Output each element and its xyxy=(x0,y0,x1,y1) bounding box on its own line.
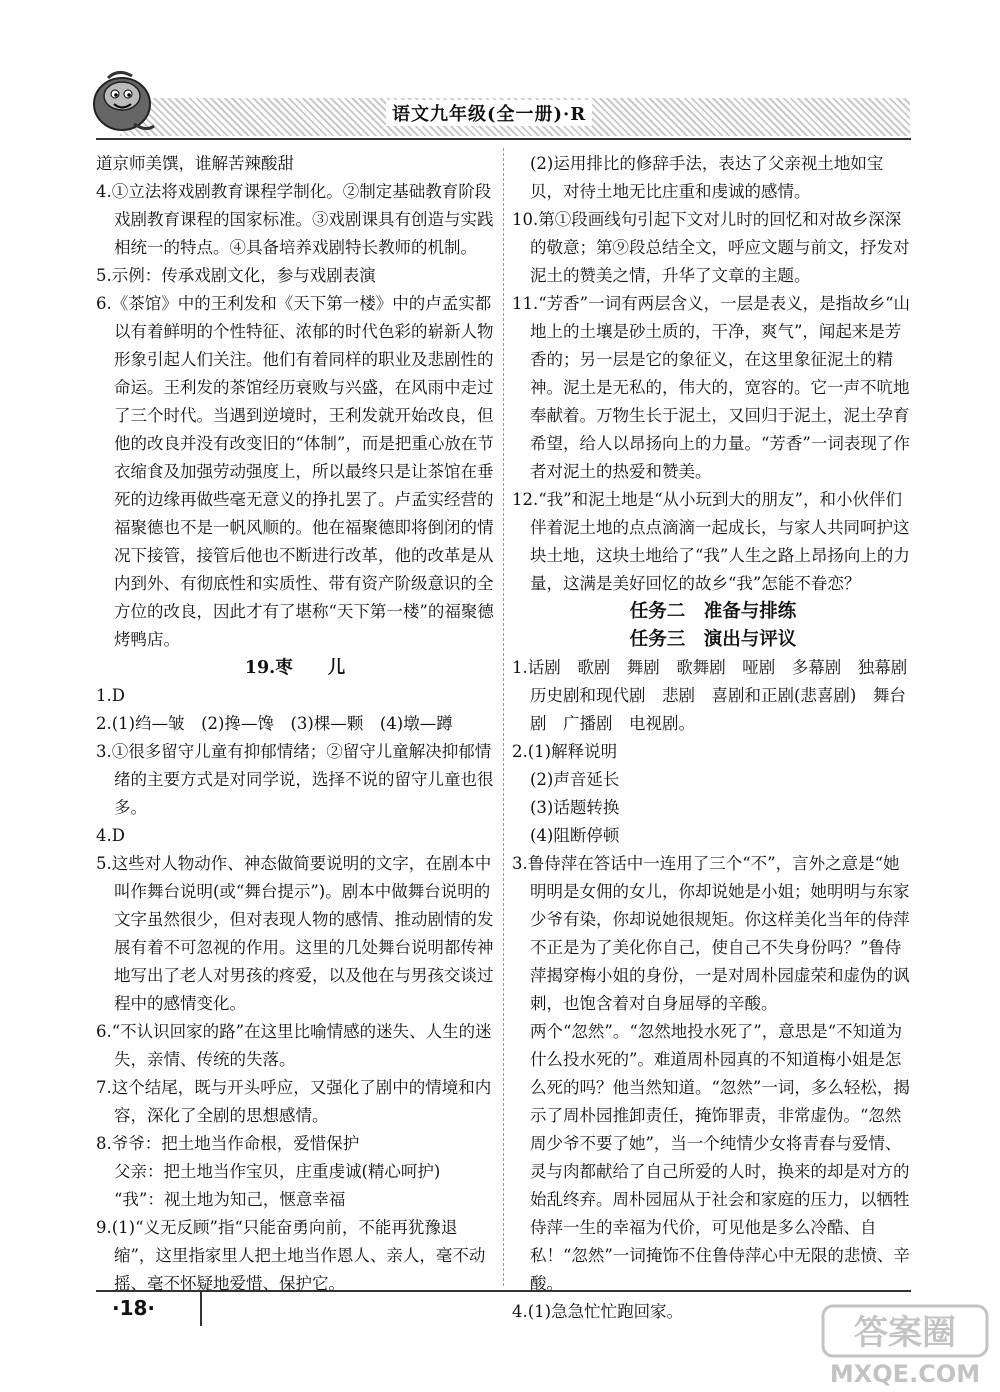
answer-paragraph: 5.这些对人物动作、神态做简要说明的文字，在剧本中叫作舞台说明(或“舞台提示”)。剧本中做舞台说明的文字虽然很少，但对表现人物的感情、推动剧情的发展有着不可忽视的作用。这里的几处舞台说明都传神地写出了老人对男孩的疼爱，以及他在与男孩交谈过程中的感情变化。 xyxy=(96,854,494,1013)
answer-paragraph: 父亲：把土地当作宝贝，庄重虔诚(精心呵护) xyxy=(114,1162,441,1181)
mascot-logo-icon xyxy=(88,66,158,138)
answer-paragraph: 4.(1)急急忙忙跑回家。 xyxy=(512,1302,684,1321)
footer-rule xyxy=(96,1290,911,1292)
answer-paragraph: 2.(1)解释说明 xyxy=(512,742,618,761)
section-heading: 19.枣 儿 xyxy=(244,658,346,678)
header-rule xyxy=(96,138,911,140)
watermark-url: MXQE.COM xyxy=(829,1360,981,1388)
answer-paragraph: 1.D xyxy=(96,686,125,705)
watermark-logo xyxy=(815,1300,995,1390)
left-column xyxy=(96,150,494,1298)
answer-paragraph: 8.爷爷：把土地当作命根，爱惜保护 xyxy=(96,1134,360,1153)
answer-paragraph: 5.示例：传承戏剧文化，参与戏剧表演 xyxy=(96,266,376,285)
answer-paragraph: 6.“不认识回家的路”在这里比喻情感的迷失、人生的迷失，亲情、传统的失落。 xyxy=(96,1022,492,1069)
answer-paragraph: (2)声音延长 xyxy=(530,770,620,789)
answer-paragraph: 11.“芳香”一词有两层含义，一层是表义，是指故乡“山地上的土壤是砂土质的，干净，爽气”，闻起来是芳香的；另一层是它的象征义，在这里象征泥土的精神。泥土是无私的，伟大的，宽容的。它一声不吭地奉献着。万物生长于泥土，又回归于泥土，泥土孕育希望，给人以昂扬向上的力量。“芳香”一词表现了作者对泥土的热爱和赞美。 xyxy=(512,294,911,481)
answer-paragraph: 7.这个结尾，既与开头呼应，又强化了剧中的情境和内容，深化了全剧的思想感情。 xyxy=(96,1078,492,1125)
answer-paragraph: 道京师美馔，谁解苦辣酸甜 xyxy=(96,154,294,173)
page-number: ·18· xyxy=(112,1296,156,1320)
section-heading: 任务二 准备与排练 xyxy=(629,601,797,622)
watermark-brand: 答案圈 xyxy=(854,1313,956,1353)
answer-paragraph: (3)话题转换 xyxy=(530,798,620,817)
answer-paragraph: (4)阻断停顿 xyxy=(530,826,620,845)
book-title: 语文九年级(全一册)·R xyxy=(386,100,592,126)
section-heading: 任务三 演出与评议 xyxy=(629,629,797,650)
answer-paragraph: (2)运用排比的修辞手法，表达了父亲视土地如宝贝，对待土地无比庄重和虔诚的感情。 xyxy=(530,154,884,201)
answer-paragraph: 两个“忽然”。“忽然地投水死了”，意思是“不知道为什么投水死的”。难道周朴园真的不知道梅小姐是怎么死的吗？他当然知道。“忽然”一词，多么轻松，揭示了周朴园推卸责任，掩饰罪责，非常虚伪。“忽然周少爷不要了她”，当一个纯情少女将青春与爱情、灵与肉都献给了自己所爱的人时，换来的却是对方的始乱终弃。周朴园屈从于社会和家庭的压力，以牺牲侍萍一生的幸福为代价，可见他是多么冷酷、自私！“忽然”一词掩饰不住鲁侍萍心中无限的悲愤、辛酸。 xyxy=(530,1022,910,1293)
answer-paragraph: 3.鲁侍萍在答话中一连用了三个“不”，言外之意是“她明明是女佣的女儿，你却说她是小姐；她明明与东家少爷有染，你却说她很规矩。你这样美化当年的侍萍不正是为了美化你自己，使自己不失身份吗？”鲁侍萍揭穿梅小姐的身份，一是对周朴园虚荣和虚伪的讽刺，也饱含着对自身屈辱的辛酸。 xyxy=(512,854,910,1013)
answer-paragraph: 12.“我”和泥土地是“从小玩到大的朋友”，和小伙伴们伴着泥土地的点点滴滴一起成长，与家人共同呵护这块土地，这块土地给了“我”人生之路上昂扬向上的力量，这满是美好回忆的故乡“我”怎能不眷恋？ xyxy=(512,490,910,593)
answer-paragraph: 6.《茶馆》中的王利发和《天下第一楼》中的卢孟实都以有着鲜明的个性特征、浓郁的时代色彩的崭新人物形象引起人们关注。他们有着同样的职业及悲剧性的命运。王利发的茶馆经历衰败与兴盛，在风雨中走过了三个时代。当遇到逆境时，王利发就开始改良，但他的改良并没有改变旧的“体制”，而是把重心放在节衣缩食及加强劳动强度上，所以最终只是让茶馆在垂死的边缘再做些毫无意义的挣扎罢了。卢孟实经营的福聚德也不是一帆风顺的。他在福聚德即将倒闭的情况下接管，接管后他也不断进行改革，他的改革是从内到外、有彻底性和实质性、带有资产阶级意识的全方位的改良，因此才有了堪称“天下第一楼”的福聚德烤鸭店。 xyxy=(96,294,494,649)
answer-paragraph: 2.(1)绉—皱 (2)搀—馋 (3)棵—颗 (4)墩—蹲 xyxy=(96,714,453,733)
answer-paragraph: 4.①立法将戏剧教育课程学制化。②制定基础教育阶段戏剧教育课程的国家标准。③戏剧课具有创造与实践相统一的特点。④具备培养戏剧特长教师的机制。 xyxy=(96,182,494,257)
answer-paragraph: 9.(1)“义无反顾”指“只能奋勇向前，不能再犹豫退缩”，这里指家里人把土地当作恩人、亲人，毫不动摇、毫不怀疑地爱惜、保护它。 xyxy=(96,1218,486,1293)
answer-paragraph: 4.D xyxy=(96,826,125,845)
column-divider xyxy=(503,148,504,1286)
footer-divider xyxy=(200,1292,202,1326)
answer-paragraph: “我”：视土地为知己，惬意幸福 xyxy=(114,1190,346,1209)
answer-paragraph: 3.①很多留守儿童有抑郁情绪；②留守儿童解决抑郁情绪的主要方式是对同学说，选择不说的留守儿童也很多。 xyxy=(96,742,494,817)
right-column xyxy=(512,150,924,1326)
answer-paragraph: 1.话剧 歌剧 舞剧 歌舞剧 哑剧 多幕剧 独幕剧 历史剧和现代剧 悲剧 喜剧和正剧(悲喜剧) 舞台剧 广播剧 电视剧。 xyxy=(512,658,924,733)
answer-paragraph: 10.第①段画线句引起下文对儿时的回忆和对故乡深深的敬意；第⑨段总结全文，呼应文题与前文，抒发对泥土的赞美之情，升华了文章的主题。 xyxy=(512,210,910,285)
